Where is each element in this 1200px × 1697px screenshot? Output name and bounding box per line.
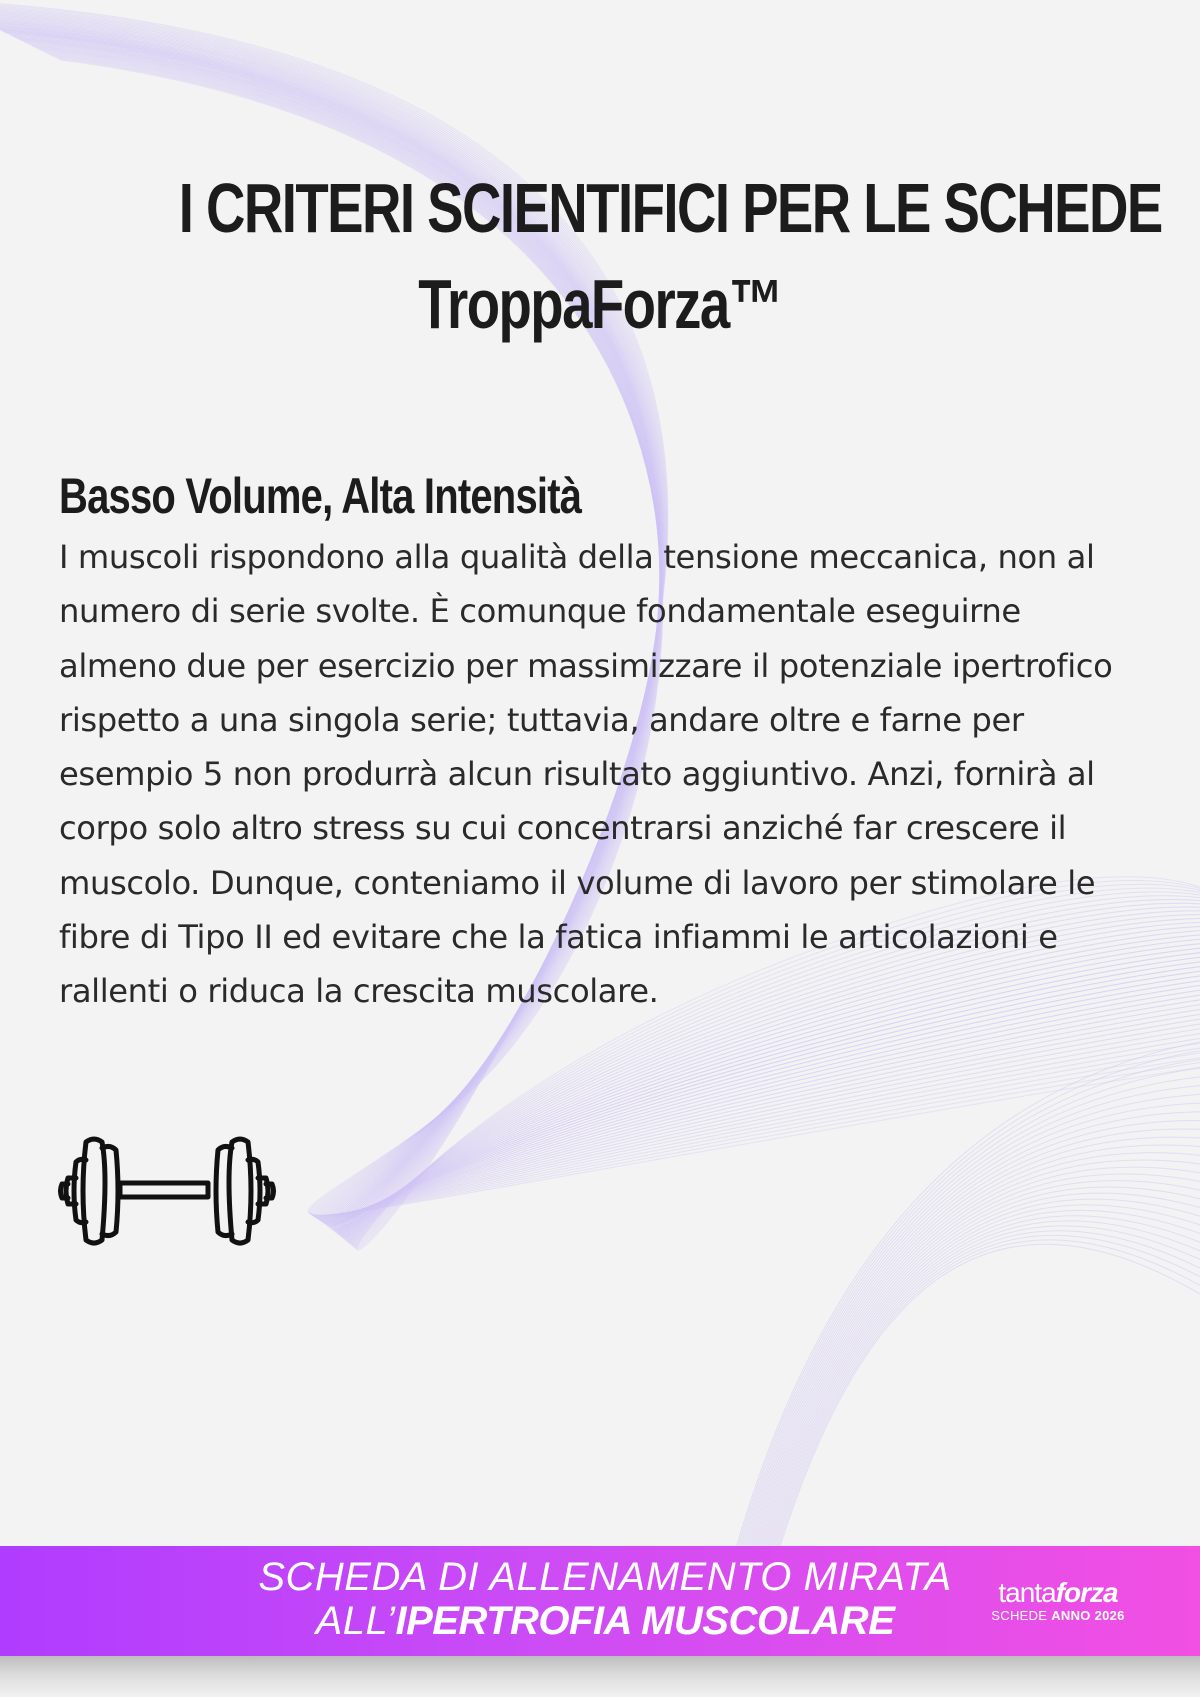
brand-name-light: tanta bbox=[998, 1577, 1056, 1608]
brand-name-bold: forza bbox=[1055, 1577, 1118, 1608]
page-title bbox=[178, 160, 1162, 352]
footer-headline bbox=[200, 1555, 1010, 1643]
brand-sub-bold: ANNO 2026 bbox=[1051, 1608, 1125, 1623]
dumbbell-icon bbox=[58, 1134, 276, 1248]
page-title-line1: I CRITERI SCIENTIFICI PER LE SCHEDE bbox=[178, 169, 1162, 247]
footer-headline-line1: SCHEDA DI ALLENAMENTO MIRATA bbox=[258, 1555, 952, 1599]
brand-logo bbox=[975, 1578, 1141, 1624]
footer-headline-bold: IPERTROFIA MUSCOLARE bbox=[395, 1599, 895, 1643]
page-title-line2: TroppaForza™ bbox=[418, 265, 782, 343]
brand-sub-light: SCHEDE bbox=[991, 1608, 1048, 1623]
footer-headline-prefix: ALL’ bbox=[315, 1599, 396, 1643]
section-heading: Basso Volume, Alta Intensità bbox=[59, 468, 582, 524]
footer-shadow bbox=[0, 1656, 1200, 1697]
section-body-text: I muscoli rispondono alla qualità della tensione meccanica, non al numero di serie svolte. È comunque fondamentale eseguirne almeno due per esercizio per massimizzare il potenziale ipertrofico rispetto a una singola serie; tuttavia, andare oltre e farne per esempio 5 non produrrà alcun risultato aggiuntivo. Anzi, fornirà al corpo solo altro stress su cui concentrarsi anziché far crescere il muscolo. Dunque, conteniamo il volume di lavoro per stimolare le fibre di Tipo II ed evitare che la fatica infiammi le articolazioni e rallenti o riduca la crescita muscolare. bbox=[59, 538, 1113, 1011]
